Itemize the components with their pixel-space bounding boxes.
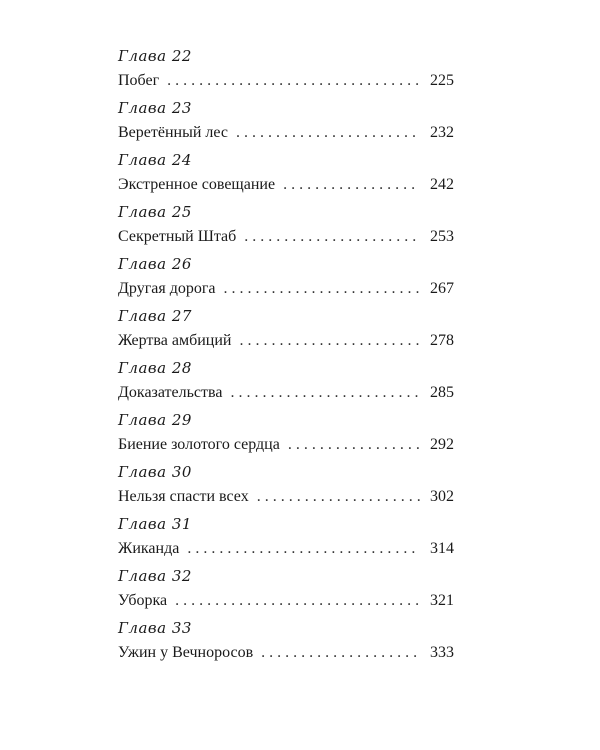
- toc-entry[interactable]: [118, 44, 454, 96]
- chapter-title: Нельзя спасти всех: [118, 488, 249, 505]
- chapter-title: Доказательства: [118, 384, 223, 401]
- toc-entry[interactable]: [118, 460, 454, 512]
- chapter-title: Жертва амбиций: [118, 332, 232, 349]
- dot-leader: [224, 276, 420, 302]
- chapter-title: Ужин у Вечноросов: [118, 644, 254, 661]
- chapter-label: Глава 27: [118, 307, 192, 325]
- chapter-title: Биение золотого сердца: [118, 436, 280, 453]
- page-number: 278: [430, 332, 454, 349]
- dot-leader: [187, 536, 420, 562]
- toc-line: [118, 640, 454, 666]
- toc-line: [118, 484, 454, 510]
- toc-line: [118, 224, 454, 250]
- page-number: 253: [430, 228, 454, 245]
- page-number: 321: [430, 592, 454, 609]
- toc-entry[interactable]: [118, 408, 454, 460]
- chapter-label: Глава 29: [118, 411, 192, 429]
- page-number: 242: [430, 176, 454, 193]
- dot-leader: [288, 432, 420, 458]
- toc-entry[interactable]: [118, 616, 454, 668]
- chapter-label: Глава 31: [118, 515, 192, 533]
- chapter-label: Глава 32: [118, 567, 192, 585]
- page-number: 232: [430, 124, 454, 141]
- toc-entry[interactable]: [118, 96, 454, 148]
- page-number: 333: [430, 644, 454, 661]
- chapter-title: Секретный Штаб: [118, 228, 237, 245]
- chapter-label: Глава 23: [118, 99, 192, 117]
- toc-line: [118, 536, 454, 562]
- toc-line: [118, 276, 454, 302]
- dot-leader: [244, 224, 420, 250]
- toc-line: [118, 380, 454, 406]
- page-number: 314: [430, 540, 454, 557]
- chapter-title: Веретённый лес: [118, 124, 228, 141]
- dot-leader: [261, 640, 420, 666]
- table-of-contents: [118, 44, 454, 668]
- chapter-label: Глава 26: [118, 255, 192, 273]
- toc-line: [118, 432, 454, 458]
- page-number: 292: [430, 436, 454, 453]
- chapter-label: Глава 24: [118, 151, 192, 169]
- toc-entry[interactable]: [118, 356, 454, 408]
- dot-leader: [167, 68, 420, 94]
- chapter-label: Глава 22: [118, 47, 192, 65]
- dot-leader: [283, 172, 420, 198]
- toc-line: [118, 328, 454, 354]
- page-number: 302: [430, 488, 454, 505]
- page-number: 225: [430, 72, 454, 89]
- chapter-title: Уборка: [118, 592, 168, 609]
- toc-line: [118, 120, 454, 146]
- toc-line: [118, 68, 454, 94]
- chapter-label: Глава 33: [118, 619, 192, 637]
- toc-entry[interactable]: [118, 148, 454, 200]
- toc-entry[interactable]: [118, 252, 454, 304]
- chapter-title: Жиканда: [118, 540, 180, 557]
- toc-line: [118, 172, 454, 198]
- toc-line: [118, 588, 454, 614]
- page-number: 267: [430, 280, 454, 297]
- toc-entry[interactable]: [118, 304, 454, 356]
- dot-leader: [175, 588, 420, 614]
- toc-entry[interactable]: [118, 200, 454, 252]
- chapter-title: Экстренное совещание: [118, 176, 276, 193]
- chapter-title: Побег: [118, 72, 160, 89]
- toc-entry[interactable]: [118, 512, 454, 564]
- toc-entry[interactable]: [118, 564, 454, 616]
- dot-leader: [230, 380, 420, 406]
- dot-leader: [239, 328, 420, 354]
- dot-leader: [236, 120, 420, 146]
- dot-leader: [257, 484, 420, 510]
- chapter-title: Другая дорога: [118, 280, 216, 297]
- page-number: 285: [430, 384, 454, 401]
- chapter-label: Глава 25: [118, 203, 192, 221]
- chapter-label: Глава 28: [118, 359, 192, 377]
- chapter-label: Глава 30: [118, 463, 192, 481]
